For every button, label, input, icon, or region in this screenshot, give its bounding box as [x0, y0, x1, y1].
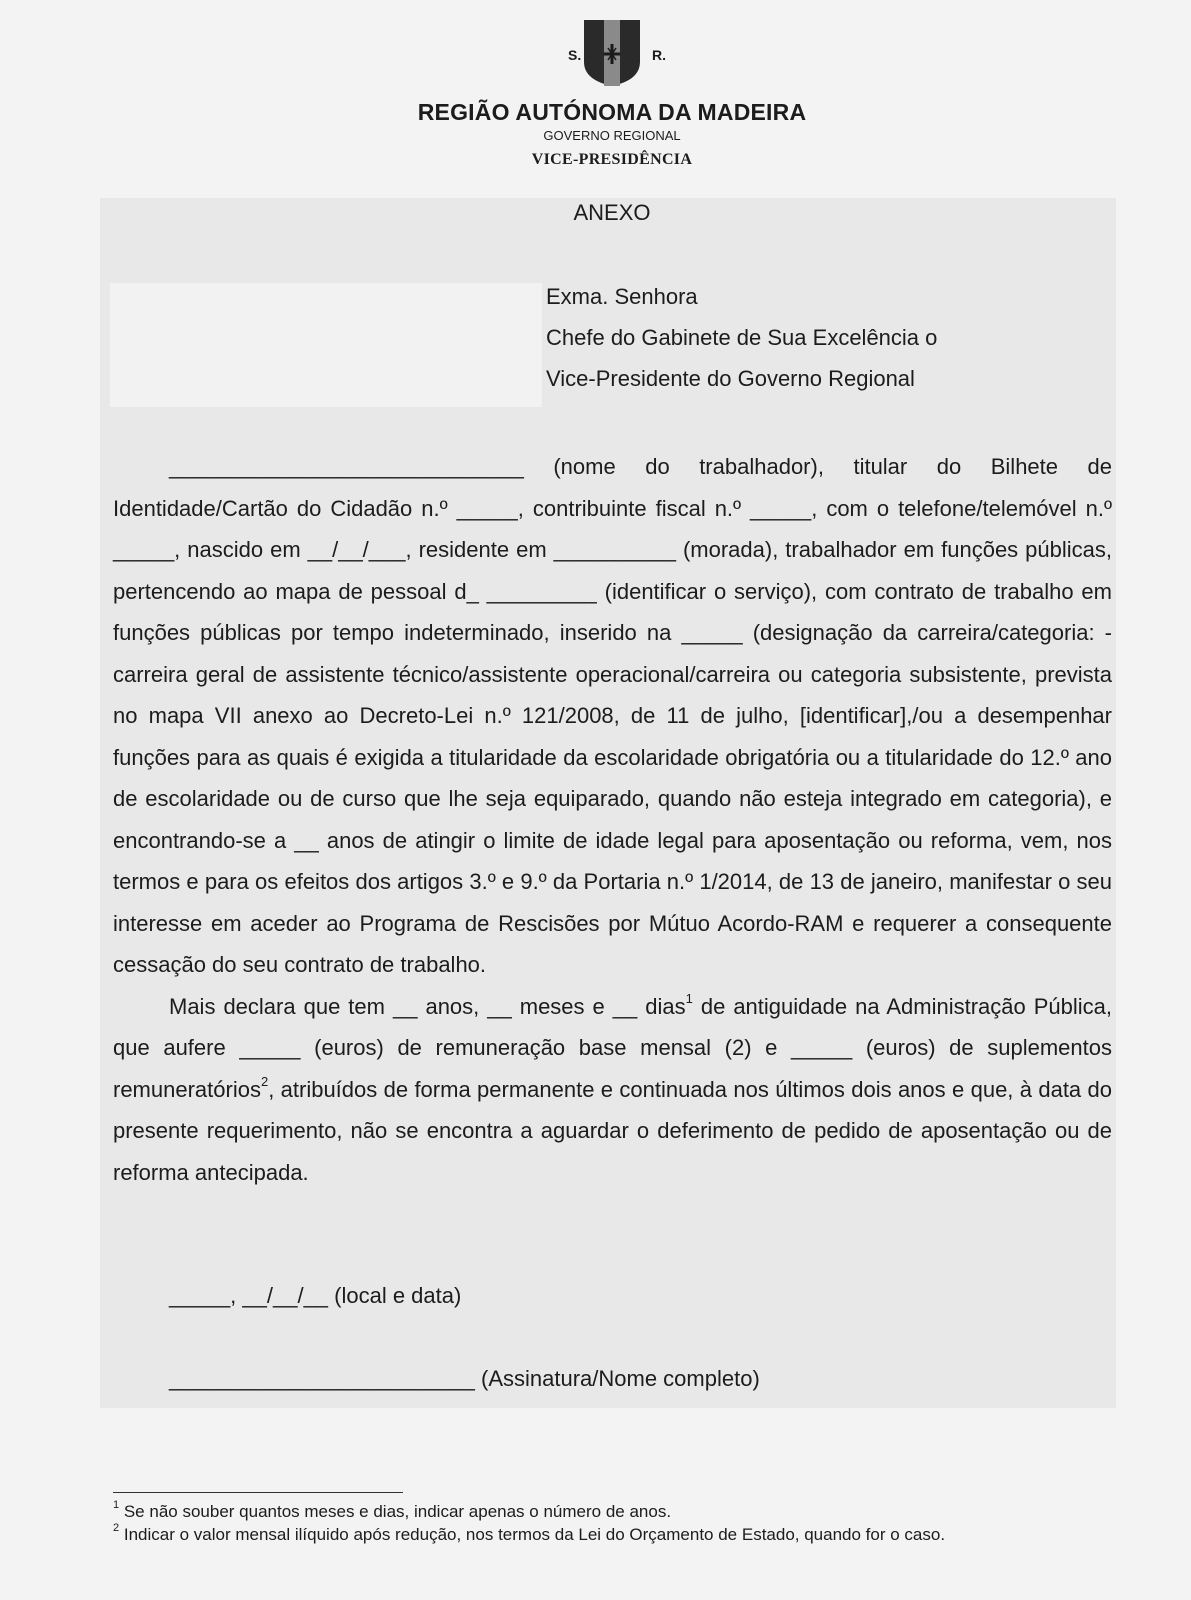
addressee-line-1: Exma. Senhora: [546, 284, 698, 309]
footnote-2: [113, 1522, 946, 1545]
signature-line[interactable]: _________________________ (Assinatura/Nome completo): [169, 1366, 760, 1391]
declaration-text-b: de antiguidade na Administração Pública, que aufere _____ (euros) de remuneração base mensal (2) e _____ (euros) de suplementos remuneratórios: [113, 993, 1112, 1102]
name-blank[interactable]: _____________________________: [169, 454, 524, 479]
crest-letter-r: R.: [652, 47, 666, 63]
department-title: VICE-PRESIDÊNCIA: [531, 151, 693, 168]
footnote-text-2: Indicar o valor mensal ilíquido após redução, nos termos da Lei do Orçamento de Estado, quando for o caso.: [119, 1525, 946, 1544]
footnote-ref-1: 1: [685, 991, 693, 1007]
addressee-line-2: Chefe do Gabinete de Sua Excelência o: [546, 325, 938, 350]
declaration-paragraph: [113, 986, 1112, 1194]
declaration-text-c: , atribuídos de forma permanente e continuada nos últimos dois anos e que, à data do presente requerimento, não se encontra a aguardar o deferimento de pedido de aposentação ou de reforma antecipada.: [113, 1076, 1112, 1185]
request-paragraph: [113, 446, 1112, 986]
crest-letter-s: S.: [568, 47, 582, 63]
request-text: (nome do trabalhador), titular do Bilhete de Identidade/Cartão do Cidadão n.º _____, contribuinte fiscal n.º _____, com o telefone/telemóvel n.º _____, nascido em __/__/___, residente em __________ (morada), trabalhador em funções públicas, pertencendo ao mapa de pessoal d_ _________ (identificar o serviço), com contrato de trabalho em funções públicas por tempo indeterminado, inserido na _____ (designação da carreira/categoria: - carreira geral de assistente técnico/assistente operacional/carreira ou categoria subsistente, prevista no mapa VII anexo ao Decreto-Lei n.º 121/2008, de 11 de julho, [identificar],/ou a desempenhar funções para as quais é exigida a titularidade da escolaridade obrigatória ou a titularidade do 12.º ano de escolaridade ou de curso que lhe seja equiparado, quando não esteja integrado em categoria), e encontrando-se a __ anos de atingir o limite de idade legal para aposentação ou reforma, vem, nos termos e para os efeitos dos artigos 3.º e 9.º da Portaria n.º 1/2014, de 13 de janeiro, manifestar o seu interesse em aceder ao Programa de Rescisões por Mútuo Acordo-RAM e requerer a consequente cessação do seu contrato de trabalho.: [113, 454, 1112, 977]
footnote-text-1: Se não souber quantos meses e dias, indicar apenas o número de anos.: [119, 1502, 672, 1521]
place-date-line[interactable]: _____, __/__/__ (local e data): [169, 1283, 462, 1308]
government-subtitle: GOVERNO REGIONAL: [543, 128, 681, 143]
footnote-mark-1: 1: [113, 1499, 120, 1512]
annex-title: ANEXO: [573, 200, 651, 225]
footnote-ref-2: 2: [260, 1074, 269, 1090]
coat-of-arms-icon: [582, 18, 642, 88]
blank-address-box: [110, 283, 542, 407]
region-title: REGIÃO AUTÓNOMA DA MADEIRA: [417, 99, 807, 125]
footnote-mark-2: 2: [113, 1522, 120, 1535]
addressee-line-3: Vice-Presidente do Governo Regional: [546, 366, 915, 391]
declaration-text-a: Mais declara que tem __ anos, __ meses e __ dias: [169, 993, 686, 1019]
form-body: [113, 446, 1112, 1193]
footnote-divider: [113, 1492, 403, 1493]
footnote-1: [113, 1499, 672, 1522]
